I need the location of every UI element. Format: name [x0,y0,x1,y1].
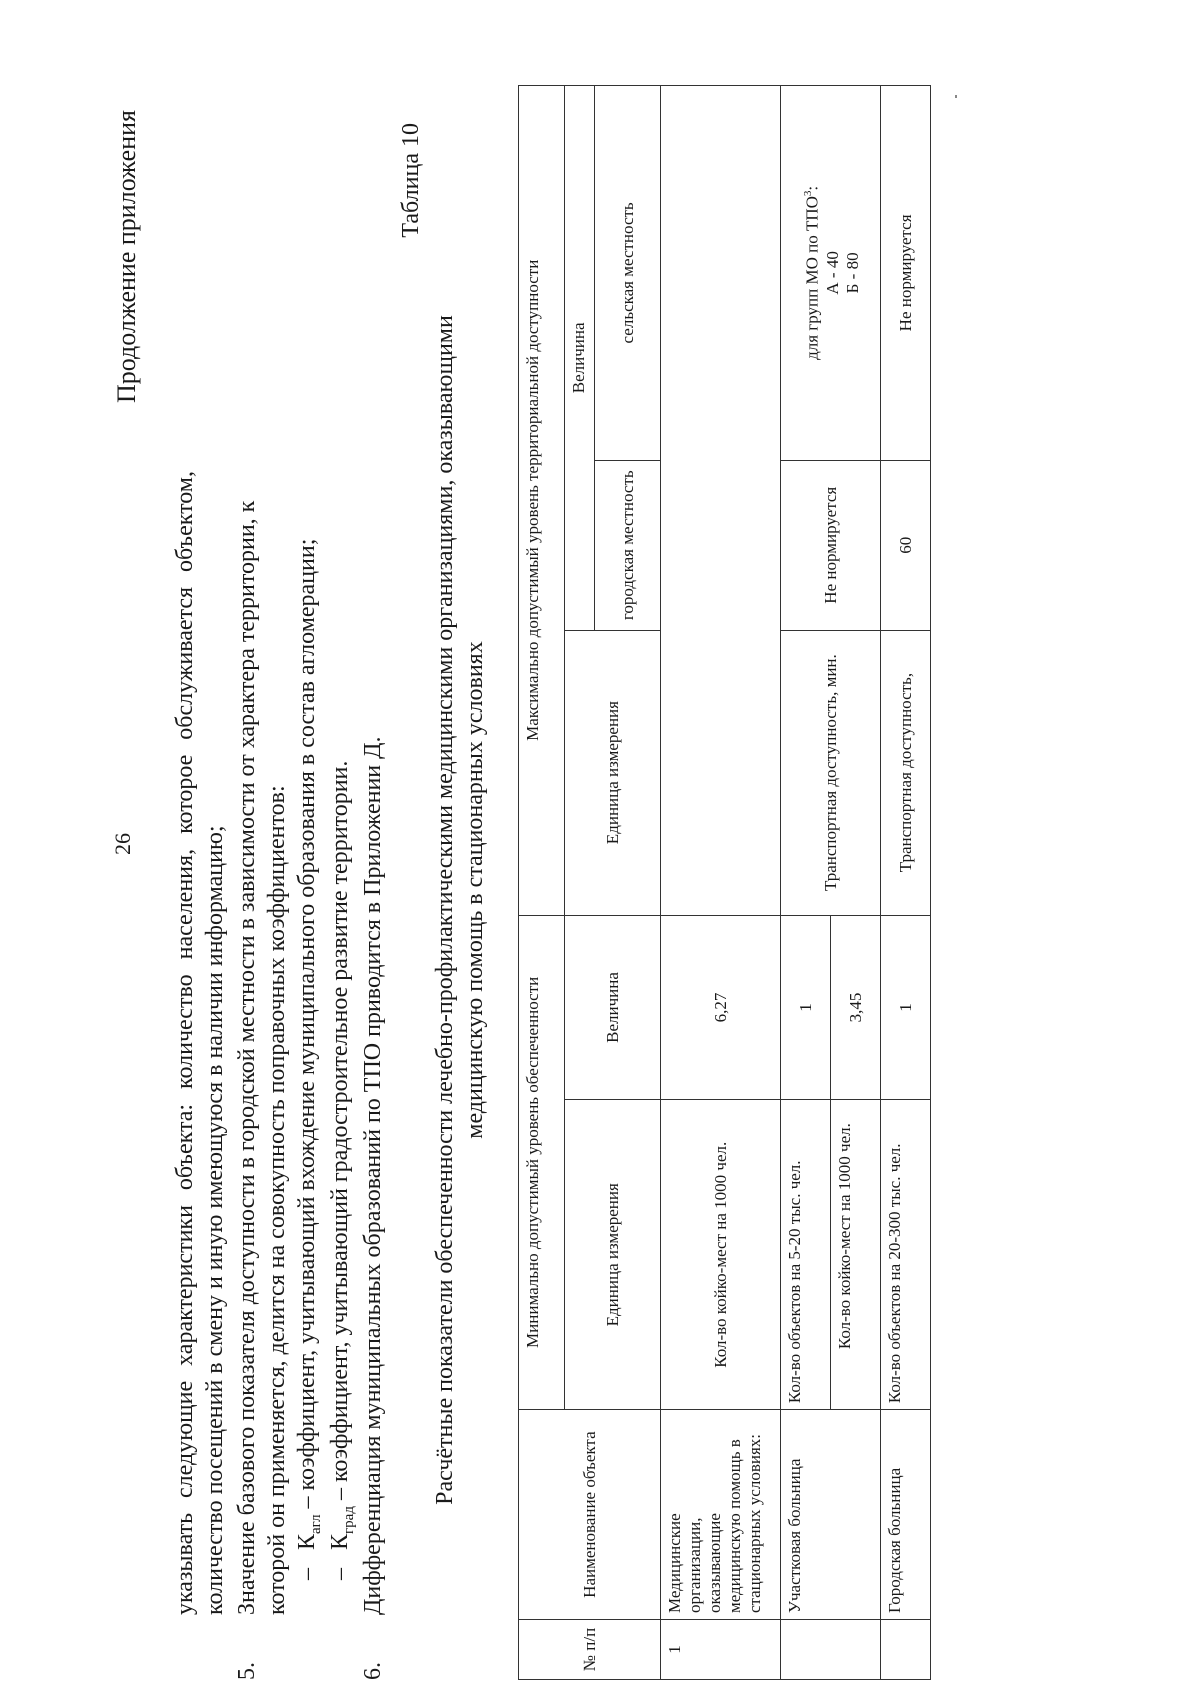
row-name: Городская больница [881,1410,931,1620]
table-number: Таблица 10 [398,123,424,238]
row-rural [781,86,881,461]
continuation-header: Продолжение приложения [112,110,141,404]
rural-group-a: А - 40 [822,251,842,295]
header-min-group: Минимально допустимый уровень обеспеченности [519,915,565,1410]
paragraph-line: Значение базового показателя доступности в городской местности в зависимости от характера территории, к [234,500,260,1615]
list-number: 6. [360,1662,386,1680]
table-title: медицинскую помощь в стационарных условиях [462,641,488,1139]
bullet-dash: – [327,1568,353,1580]
paragraph-line: Дифференциация муниципальных образований по ТПО приводится в Приложении Д. [360,736,386,1615]
header-max-unit: Единица измерения [565,630,661,915]
header-rural: сельская местность [595,86,661,461]
coef-symbol: К [327,1533,353,1550]
row-min-unit: Кол-во койко-мест на 1000 чел. [831,1100,881,1410]
paragraph-line: указывать следующие характеристики объекта: количество населения, которое обслуживается объектом, [172,471,198,1615]
row-min-value: 1 [781,915,831,1100]
standards-table [518,85,931,1680]
row-num [781,1620,881,1680]
bullet-text: – коэффициент, учитывающий градостроительное развитие территории. [327,760,353,1507]
row-urban: Не нормируется [781,460,881,630]
rural-colon: : [802,185,822,191]
row-rural: Не нормируется [881,86,931,461]
row-urban: 60 [881,460,931,630]
header-min-value: Величина [565,915,661,1100]
page-number: 26 [110,833,135,855]
header-max-value: Величина [565,86,595,631]
table-title: Расчётные показатели обеспеченности лечебно-профилактическими медицинскими организациями, оказывающими [432,315,458,1505]
footnote-mark: 3 [802,190,815,197]
row-num: 1 [661,1620,781,1680]
bullet-text: – коэффициент, учитывающий вхождение муниципального образования в состав агломерации; [294,538,320,1515]
row-min-value: 3,45 [831,915,881,1100]
row-max-unit: Транспортная доступность, мин. [781,630,881,915]
rotated-page-content [70,65,1130,1680]
row-max-unit: Транспортная доступность, [881,630,931,915]
rural-note: для групп МО по ТПО [802,196,822,360]
coef-symbol: К [294,1533,320,1550]
row-min-value: 1 [881,915,931,1100]
header-urban: городская местность [595,460,661,630]
row-min-unit: Кол-во объектов на 20-300 тыс. чел. [881,1100,931,1410]
paragraph-line: количество посещений в смену и иную имеющуюся в наличии информацию; [202,825,228,1615]
header-num: № п/п [519,1620,661,1680]
header-name: Наименование объекта [519,1410,661,1620]
row-name: Медицинские организации, оказывающие медицинскую помощь в стационарных условиях: [661,1410,781,1620]
bullet-dash: – [294,1568,320,1580]
row-empty [661,86,781,916]
coef-subscript: агл [307,1514,324,1534]
header-min-unit: Единица измерения [565,1100,661,1410]
list-number: 5. [234,1662,260,1680]
rural-group-b: Б - 80 [842,252,862,294]
row-min-value: 6,27 [661,915,781,1100]
header-max-group: Максимально допустимый уровень территориальной доступности [519,86,565,916]
row-num [881,1620,931,1680]
table-row [781,86,831,1680]
table-row [881,86,931,1680]
row-name: Участковая больница [781,1410,881,1620]
table-row [661,86,781,1680]
row-min-unit: Кол-во койко-мест на 1000 чел. [661,1100,781,1410]
row-min-unit: Кол-во объектов на 5-20 тыс. чел. [781,1100,831,1410]
paragraph-line: которой он применяется, делится на совокупность поправочных коэффициентов: [264,785,290,1615]
coef-subscript: град [340,1506,357,1534]
